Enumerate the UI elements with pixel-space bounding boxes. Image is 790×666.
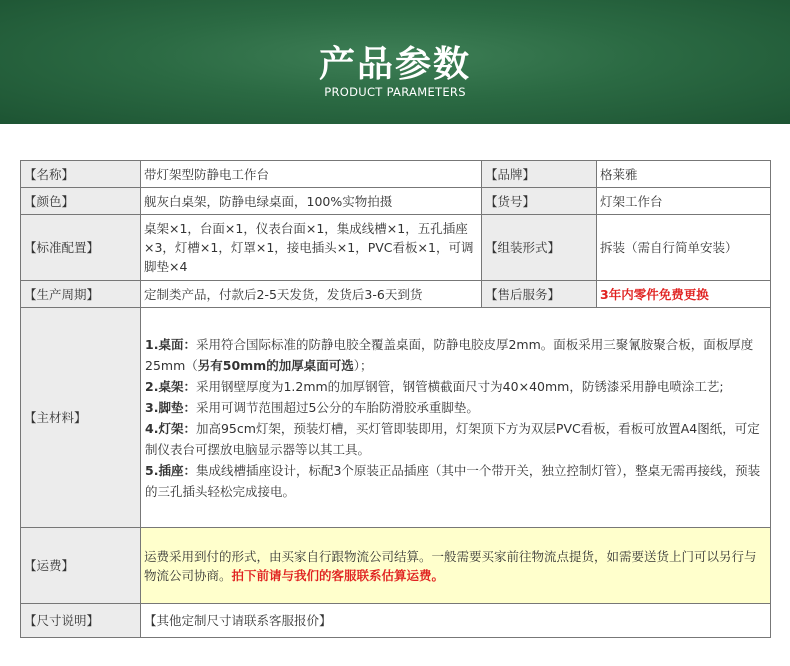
material-item-foot-pad: 3.脚垫：采用可调节范围超过5公分的车胎防滑胶承重脚垫。 [145, 399, 479, 415]
name-value: 带灯架型防静电工作台 [141, 161, 482, 188]
page-title: 产品参数 [318, 44, 471, 85]
assembly-value: 拆装（需自行简单安装） [597, 215, 771, 281]
table-row [21, 308, 771, 528]
service-value: 3年内零件免费更换 [597, 281, 771, 308]
model-label: 【货号】 [482, 188, 597, 215]
material-description [141, 308, 771, 528]
cycle-value: 定制类产品，付款后2-5天发货，发货后3-6天到货 [141, 281, 482, 308]
cycle-label: 【生产周期】 [21, 281, 141, 308]
page-subtitle: PRODUCT PARAMETERS [324, 85, 466, 99]
service-label: 【售后服务】 [482, 281, 597, 308]
model-value: 灯架工作台 [597, 188, 771, 215]
material-item-light-frame: 4.灯架：加高95cm灯架，预装灯槽，买灯管即装即用，灯架顶下方为双层PVC看板，看板可放置A4图纸，可定制仪表台可摆放电脑显示器等以其工具。 [145, 420, 760, 457]
header-banner [0, 0, 790, 124]
config-label: 【标准配置】 [21, 215, 141, 281]
config-value: 桌架×1，台面×1，仪表台面×1，集成线槽×1，五孔插座×3，灯槽×1，灯罩×1，接电插头×1，PVC看板×1，可调脚垫×4 [141, 215, 482, 281]
size-value: 【其他定制尺寸请联系客服报价】 [141, 604, 771, 638]
table-row [21, 281, 771, 308]
table-row [21, 215, 771, 281]
material-item-frame: 2.桌架：采用钢壁厚度为1.2mm的加厚钢管，钢管横截面尺寸为40×40mm，防锈漆采用静电喷涂工艺; [145, 378, 724, 394]
freight-label: 【运费】 [21, 528, 141, 604]
color-value: 舰灰白桌架，防静电绿桌面，100%实物拍摄 [141, 188, 482, 215]
material-label: 【主材料】 [21, 308, 141, 528]
brand-value: 格莱雅 [597, 161, 771, 188]
table-row [21, 604, 771, 638]
material-item-socket: 5.插座：集成线槽插座设计，标配3个原装正品插座（其中一个带开关，独立控制灯管），整桌无需再接线，预装的三孔插头轻松完成接电。 [145, 462, 761, 499]
table-row [21, 528, 771, 604]
color-label: 【颜色】 [21, 188, 141, 215]
material-item-desktop: 1.桌面：采用符合国际标准的防静电胶全覆盖桌面，防静电胶皮厚2mm。面板采用三聚氰胺聚合板，面板厚度25mm（另有50mm的加厚桌面可选）； [145, 336, 754, 373]
assembly-label: 【组装形式】 [482, 215, 597, 281]
table-row [21, 161, 771, 188]
freight-note: 拍下前请与我们的客服联系估算运费。 [231, 567, 445, 583]
name-label: 【名称】 [21, 161, 141, 188]
table-row [21, 188, 771, 215]
size-label: 【尺寸说明】 [21, 604, 141, 638]
spec-table [20, 160, 771, 638]
brand-label: 【品牌】 [482, 161, 597, 188]
freight-value: 运费采用到付的形式，由买家自行跟物流公司结算。一般需要买家前往物流点提货，如需要送货上门可以另行与物流公司协商。拍下前请与我们的客服联系估算运费。 [141, 528, 771, 604]
